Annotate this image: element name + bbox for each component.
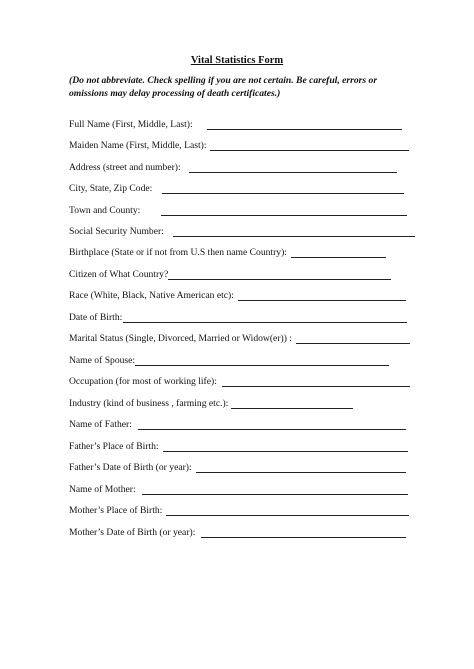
industry-input-line[interactable] bbox=[231, 407, 353, 409]
father-name-input-line[interactable] bbox=[138, 428, 406, 430]
field-label: Mother’s Place of Birth: bbox=[69, 505, 163, 516]
field-address bbox=[69, 160, 397, 174]
field-label: Full Name (First, Middle, Last): bbox=[69, 119, 193, 130]
field-label: Date of Birth: bbox=[69, 312, 123, 323]
field-label: Race (White, Black, Native American etc): bbox=[69, 290, 234, 301]
field-mother-name bbox=[69, 482, 408, 496]
field-label: Maiden Name (First, Middle, Last): bbox=[69, 140, 207, 151]
field-birthplace bbox=[69, 245, 386, 259]
field-label: Name of Father: bbox=[69, 419, 132, 430]
form-instructions: (Do not abbreviate. Check spelling if you are not certain. Be careful, errors or omissions may delay processing of death certificates.) bbox=[69, 75, 378, 99]
field-label: Town and County: bbox=[69, 205, 141, 216]
father-dob-input-line[interactable] bbox=[196, 471, 406, 473]
field-label: City, State, Zip Code: bbox=[69, 183, 153, 194]
mother-birthplace-input-line[interactable] bbox=[166, 514, 409, 516]
mother-dob-input-line[interactable] bbox=[201, 536, 406, 538]
field-industry bbox=[69, 396, 353, 410]
field-date-of-birth bbox=[69, 310, 407, 324]
ssn-input-line[interactable] bbox=[173, 235, 415, 237]
field-spouse bbox=[69, 353, 389, 367]
race-input-line[interactable] bbox=[238, 299, 406, 301]
field-town-county bbox=[69, 203, 407, 217]
field-father-name bbox=[69, 417, 406, 431]
field-label: Citizen of What Country? bbox=[69, 269, 169, 280]
mother-name-input-line[interactable] bbox=[142, 493, 408, 495]
town-county-input-line[interactable] bbox=[161, 214, 407, 216]
citizenship-input-line[interactable] bbox=[168, 278, 391, 280]
occupation-input-line[interactable] bbox=[222, 385, 410, 387]
field-mother-dob bbox=[69, 525, 406, 539]
form-title: Vital Statistics Form bbox=[190, 55, 284, 66]
marital-status-input-line[interactable] bbox=[296, 342, 410, 344]
field-father-dob bbox=[69, 460, 406, 474]
father-birthplace-input-line[interactable] bbox=[163, 450, 408, 452]
field-mother-birthplace bbox=[69, 503, 409, 517]
address-input-line[interactable] bbox=[189, 171, 397, 173]
field-label: Marital Status (Single, Divorced, Married or Widow(er)) : bbox=[69, 333, 292, 344]
date-of-birth-input-line[interactable] bbox=[123, 321, 407, 323]
field-ssn bbox=[69, 224, 415, 238]
field-label: Birthplace (State or if not from U.S then name Country): bbox=[69, 247, 287, 258]
field-label: Industry (kind of business , farming etc.): bbox=[69, 398, 229, 409]
field-maiden-name bbox=[69, 138, 409, 152]
full-name-input-line[interactable] bbox=[207, 128, 402, 130]
field-label: Name of Mother: bbox=[69, 484, 136, 495]
field-label: Name of Spouse: bbox=[69, 355, 136, 366]
field-occupation bbox=[69, 374, 410, 388]
field-full-name bbox=[69, 117, 402, 131]
field-city-state-zip bbox=[69, 181, 404, 195]
field-label: Social Security Number: bbox=[69, 226, 164, 237]
birthplace-input-line[interactable] bbox=[291, 256, 386, 258]
field-label: Occupation (for most of working life): bbox=[69, 376, 217, 387]
field-label: Address (street and number): bbox=[69, 162, 181, 173]
field-label: Father’s Date of Birth (or year): bbox=[69, 462, 192, 473]
field-citizenship bbox=[69, 267, 391, 281]
field-label: Mother’s Date of Birth (or year): bbox=[69, 527, 196, 538]
spouse-input-line[interactable] bbox=[135, 364, 389, 366]
city-state-zip-input-line[interactable] bbox=[162, 192, 404, 194]
field-race bbox=[69, 288, 406, 302]
field-label: Father’s Place of Birth: bbox=[69, 441, 159, 452]
maiden-name-input-line[interactable] bbox=[210, 149, 409, 151]
field-marital-status bbox=[69, 331, 410, 345]
field-father-birthplace bbox=[69, 439, 408, 453]
